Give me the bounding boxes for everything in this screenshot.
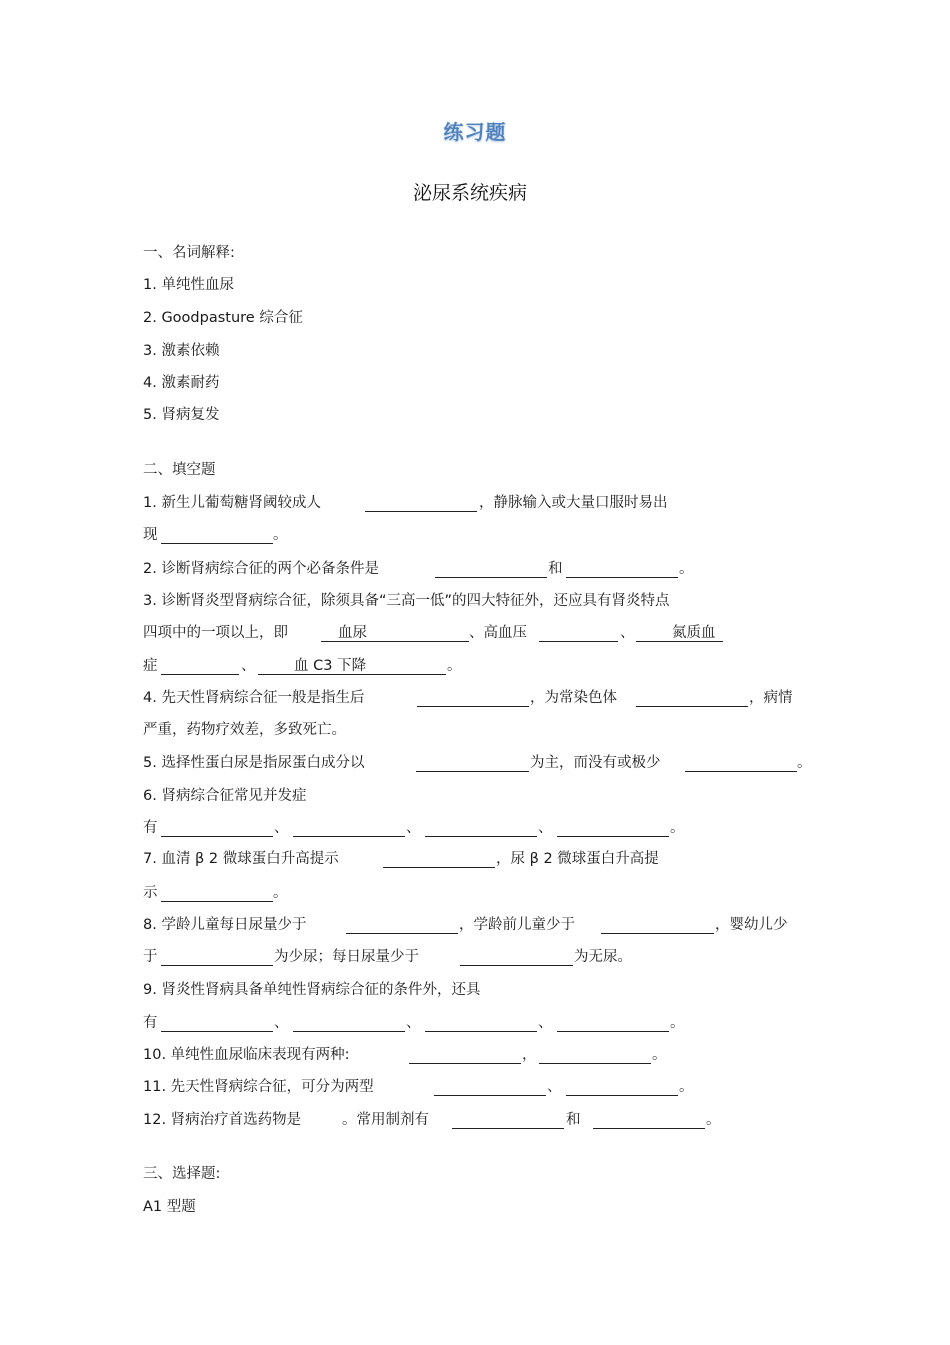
question-text: 5. 选择性蛋白尿是指尿蛋白成分以 <box>143 755 365 771</box>
answer-blank <box>566 577 678 578</box>
answer-blank <box>161 901 273 902</box>
filled-answer: 氮质血 <box>672 625 716 641</box>
question-text: 8. 学龄儿童每日尿量少于 <box>143 917 307 933</box>
term-item: 5. 肾病复发 <box>143 407 220 423</box>
answer-blank <box>293 1031 405 1032</box>
question-text: 有 <box>143 1015 158 1031</box>
answer-blank <box>161 674 239 675</box>
question-text: 。 <box>679 1079 694 1095</box>
answer-blank <box>636 706 748 707</box>
question-text: 。 <box>273 885 288 901</box>
question-text: 6. 肾病综合征常见并发症 <box>143 788 307 804</box>
question-text: 、 <box>538 1015 553 1031</box>
question-text: 11. 先天性肾病综合征，可分为两型 <box>143 1079 374 1095</box>
answer-blank <box>365 511 477 512</box>
question-text: 、 <box>406 1015 421 1031</box>
answer-blank <box>416 771 529 772</box>
term-item: 4. 激素耐药 <box>143 375 220 391</box>
answer-blank <box>425 836 537 837</box>
question-text: 、高血压 <box>469 625 527 641</box>
question-text: 严重，药物疗效差，多致死亡。 <box>143 722 346 738</box>
question-text: 7. 血清 β 2 微球蛋白升高提示 <box>143 851 339 867</box>
answer-blank <box>434 1095 546 1096</box>
question-text: 症 <box>143 658 158 674</box>
question-text: 。 <box>273 527 288 543</box>
question-text: 3. 诊断肾炎型肾病综合征，除须具备“三高一低”的四大特征外，还应具有肾炎特点 <box>143 593 670 609</box>
question-text: ，病情 <box>749 690 793 706</box>
question-text: 。 <box>679 561 694 577</box>
question-text: 和 <box>566 1112 581 1128</box>
question-text: 12. 肾病治疗首选药物是 <box>143 1112 302 1128</box>
filled-answer: 血 C3 下降 <box>294 658 367 674</box>
question-text: 9. 肾炎性肾病具备单纯性肾病综合征的条件外，还具 <box>143 982 481 998</box>
question-text: 为主，而没有或极少 <box>530 755 661 771</box>
question-text: 。 <box>447 658 462 674</box>
question-text: 、 <box>620 625 635 641</box>
question-text: 、 <box>241 658 256 674</box>
answer-blank <box>417 706 529 707</box>
answer-blank <box>346 933 458 934</box>
question-text: 四项中的一项以上，即 <box>143 625 288 641</box>
question-text: 2. 诊断肾病综合征的两个必备条件是 <box>143 561 379 577</box>
question-text: 1. 新生儿葡萄糖肾阈较成人 <box>143 495 321 511</box>
question-text: 10. 单纯性血尿临床表现有两种: <box>143 1047 350 1063</box>
answer-blank <box>539 1063 651 1064</box>
question-text: 。 <box>706 1112 721 1128</box>
section-heading-choice: 三、选择题: <box>143 1166 221 1182</box>
question-text: ，尿 β 2 微球蛋白升高提 <box>496 851 659 867</box>
answer-blank <box>161 836 273 837</box>
question-text: 。 <box>670 1015 685 1031</box>
doc-subtitle: 泌尿系统疾病 <box>412 182 527 204</box>
question-text: 示 <box>143 885 158 901</box>
question-text: 现 <box>143 527 158 543</box>
section-heading-terms: 一、名词解释: <box>143 245 235 261</box>
question-text: 为无尿。 <box>574 949 632 965</box>
answer-blank <box>557 836 669 837</box>
question-text: ，学龄前儿童少于 <box>459 917 575 933</box>
answer-blank <box>293 836 405 837</box>
question-text: 4. 先天性肾病综合征一般是指生后 <box>143 690 365 706</box>
question-text: 和 <box>548 561 563 577</box>
question-text: 、 <box>406 820 421 836</box>
answer-blank <box>593 1128 705 1129</box>
section-heading-fill: 二、填空题 <box>143 462 216 478</box>
question-text: 。 <box>797 755 812 771</box>
question-text: ， <box>522 1047 537 1063</box>
term-item: 1. 单纯性血尿 <box>143 277 234 293</box>
answer-blank <box>161 965 273 966</box>
question-text: 、 <box>274 820 289 836</box>
answer-blank <box>383 867 495 868</box>
answer-blank <box>460 965 573 966</box>
answer-blank <box>539 641 618 642</box>
question-text: 于 <box>143 949 158 965</box>
question-text: 。常用制剂有 <box>342 1112 429 1128</box>
term-item: 3. 激素依赖 <box>143 343 220 359</box>
answer-blank <box>566 1095 678 1096</box>
term-item: 2. Goodpasture 综合征 <box>143 310 303 326</box>
answer-blank <box>161 1031 273 1032</box>
answer-blank <box>452 1128 564 1129</box>
filled-answer: 血尿 <box>338 625 367 641</box>
question-text: 、 <box>538 820 553 836</box>
answer-blank <box>685 771 797 772</box>
answer-blank <box>425 1031 537 1032</box>
subsection-label: A1 型题 <box>143 1199 196 1215</box>
question-text: ，婴幼儿少 <box>715 917 788 933</box>
question-text: 。 <box>652 1047 667 1063</box>
answer-blank <box>601 933 714 934</box>
question-text: ，为常染色体 <box>530 690 617 706</box>
question-text: 为少尿；每日尿量少于 <box>274 949 419 965</box>
doc-title: 练习题 <box>443 120 507 144</box>
question-text: 。 <box>670 820 685 836</box>
answer-blank <box>435 577 547 578</box>
answer-blank <box>161 543 273 544</box>
answer-blank <box>409 1063 521 1064</box>
question-text: 有 <box>143 820 158 836</box>
answer-blank <box>557 1031 669 1032</box>
question-text: 、 <box>274 1015 289 1031</box>
question-text: ，静脉输入或大量口服时易出 <box>479 495 668 511</box>
question-text: 、 <box>547 1079 562 1095</box>
